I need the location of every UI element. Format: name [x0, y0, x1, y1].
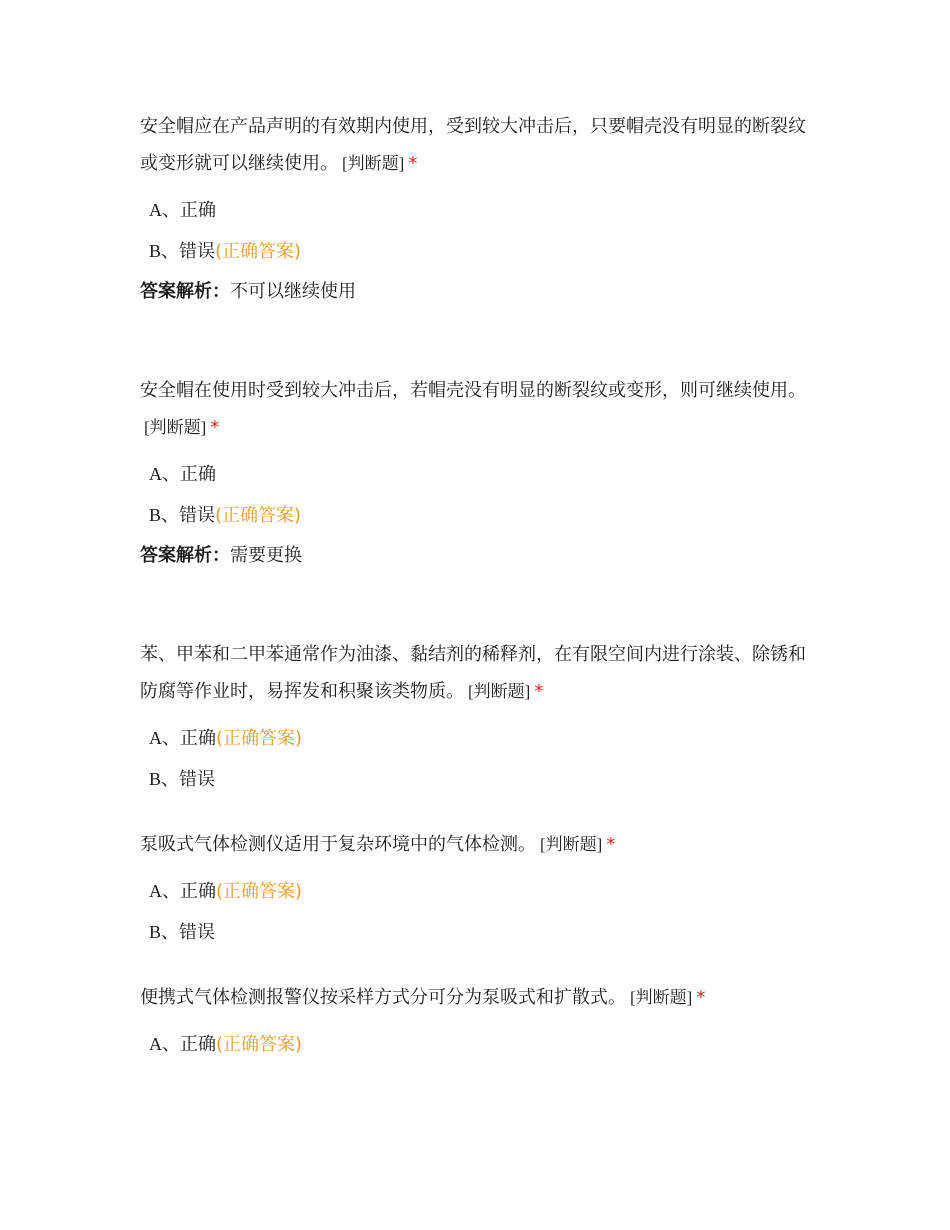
question-list	[140, 108, 820, 1065]
required-mark: *	[606, 834, 616, 855]
option-label: 正确	[180, 464, 216, 485]
option-a[interactable]: A、正确	[149, 200, 216, 221]
analysis-label: 答案解析：	[140, 281, 230, 302]
required-mark: *	[696, 987, 706, 1008]
option-list	[140, 1024, 820, 1065]
question-2	[140, 372, 820, 576]
question-type: [判断题]	[540, 835, 603, 854]
required-mark: *	[408, 153, 418, 174]
question-text: 安全帽在使用时受到较大冲击后，若帽壳没有明显的断裂纹或变形，则可继续使用。[判断题] *	[140, 380, 806, 438]
option-list	[140, 454, 820, 536]
option-label: 正确	[180, 1034, 216, 1055]
option-a[interactable]: A、正确(正确答案)	[149, 1034, 303, 1055]
analysis-text: 不可以继续使用	[230, 281, 356, 302]
question-type: [判断题]	[342, 154, 405, 173]
question-4	[140, 826, 820, 953]
option-list	[140, 871, 820, 953]
option-b[interactable]: B、错误	[149, 769, 216, 790]
option-b[interactable]: B、错误(正确答案)	[149, 505, 302, 526]
option-b[interactable]: B、错误(正确答案)	[149, 241, 302, 262]
analysis-label: 答案解析：	[140, 545, 230, 566]
option-label: 正确	[180, 728, 216, 749]
answer-analysis	[140, 536, 820, 576]
option-label: 错误	[179, 769, 216, 790]
question-text: 安全帽应在产品声明的有效期内使用，受到较大冲击后，只要帽壳没有明显的断裂纹或变形就可以继续使用。 [判断题] *	[140, 116, 806, 174]
question-1	[140, 108, 820, 312]
question-type: [判断题]	[468, 682, 531, 701]
question-5	[140, 979, 820, 1065]
option-label: 正确	[180, 200, 216, 221]
option-list	[140, 718, 820, 800]
correct-answer-tag: (正确答案)	[216, 1034, 303, 1055]
question-text: 苯、甲苯和二甲苯通常作为油漆、黏结剂的稀释剂，在有限空间内进行涂装、除锈和防腐等作业时，易挥发和积聚该类物质。 [判断题] *	[140, 644, 806, 702]
question-3	[140, 636, 820, 800]
option-label: 错误	[179, 922, 216, 943]
answer-analysis	[140, 272, 820, 312]
option-b[interactable]: B、错误	[149, 922, 216, 943]
option-label: 错误	[179, 505, 216, 526]
option-a[interactable]: A、正确(正确答案)	[149, 881, 303, 902]
question-text: 泵吸式气体检测仪适用于复杂环境中的气体检测。 [判断题] *	[140, 834, 616, 855]
correct-answer-tag: (正确答案)	[216, 728, 303, 749]
analysis-text: 需要更换	[230, 545, 302, 566]
option-a[interactable]: A、正确(正确答案)	[149, 728, 303, 749]
option-list	[140, 190, 820, 272]
option-a[interactable]: A、正确	[149, 464, 216, 485]
correct-answer-tag: (正确答案)	[215, 241, 302, 262]
option-label: 错误	[179, 241, 216, 262]
question-type: [判断题]	[630, 988, 693, 1007]
question-text: 便携式气体检测报警仪按采样方式分可分为泵吸式和扩散式。 [判断题] *	[140, 987, 706, 1008]
option-label: 正确	[180, 881, 216, 902]
required-mark: *	[534, 681, 544, 702]
required-mark: *	[210, 417, 220, 438]
correct-answer-tag: (正确答案)	[215, 505, 302, 526]
correct-answer-tag: (正确答案)	[216, 881, 303, 902]
question-type: [判断题]	[144, 418, 207, 437]
